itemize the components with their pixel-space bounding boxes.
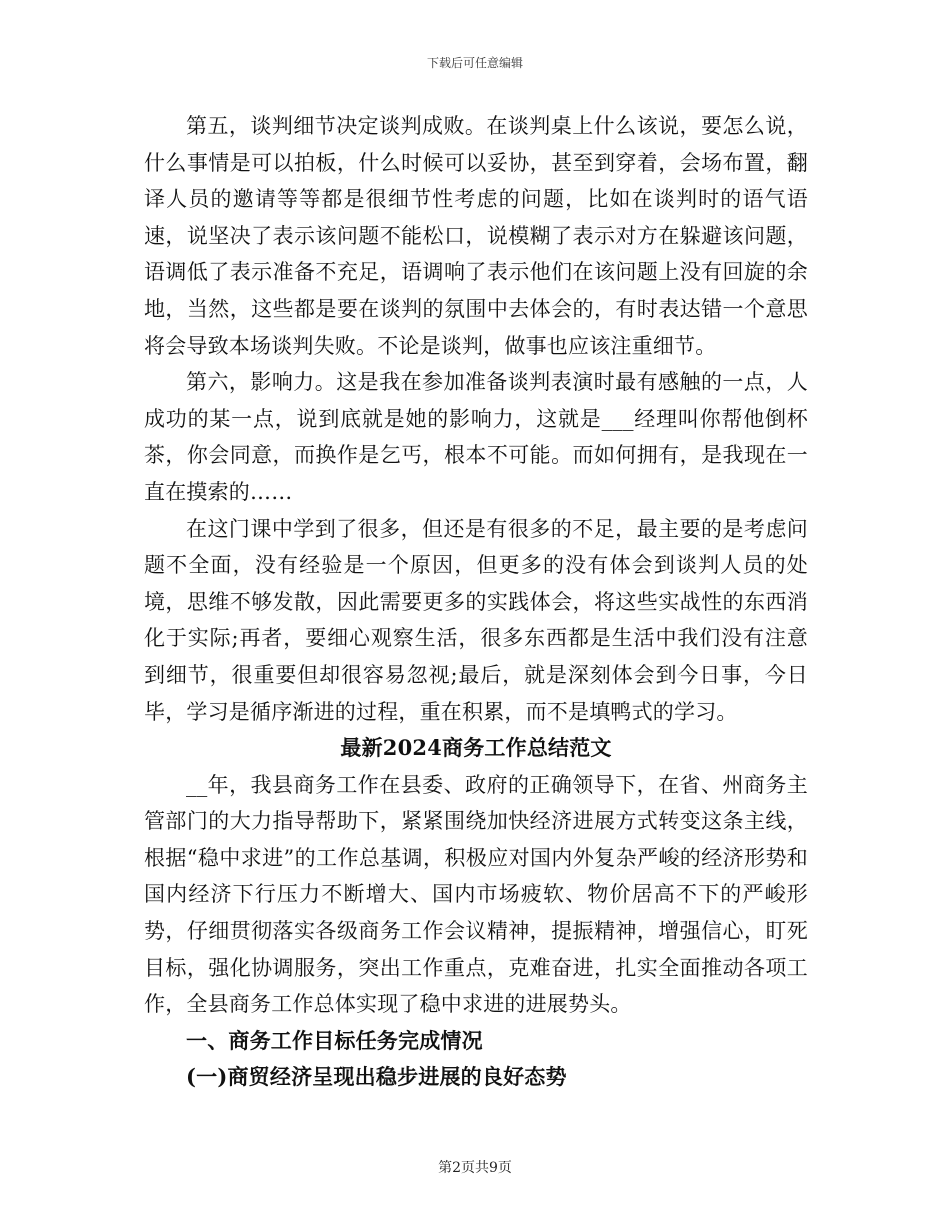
paragraph-summary: 在这门课中学到了很多，但还是有很多的不足，最主要的是考虑问题不全面，没有经验是一个原因，但更多的没有体会到谈判人员的处境，思维不够发散，因此需要更多的实践体会，将这些实战性的东西消化于实际;再者，要细心观察生活，很多东西都是生活中我们没有注意到细节，很重要但却很容易忽视;最后，就是深刻体会到今日事，今日毕，学习是循序渐进的过程，重在积累，而不是填鸭式的学习。 bbox=[144, 516, 808, 724]
heading-level-1: 一、商务工作目标任务完成情况 bbox=[186, 1027, 483, 1053]
heading-level-2: (一)商贸经济呈现出稳步进展的良好态势 bbox=[186, 1064, 567, 1090]
page-footer: 第2页共9页 bbox=[438, 1160, 512, 1176]
section-title: 最新2024商务工作总结范文 bbox=[340, 735, 612, 761]
paragraph-fifth: 第五，谈判细节决定谈判成败。在谈判桌上什么该说，要怎么说，什么事情是可以拍板，什么时候可以妥协，甚至到穿着，会场布置，翻译人员的邀请等等都是很细节性考虑的问题，比如在谈判时的语气语速，说坚决了表示该问题不能松口，说模糊了表示对方在躲避该问题，语调低了表示准备不充足，语调响了表示他们在该问题上没有回旋的余地，当然，这些都是要在谈判的氛围中去体会的，有时表达错一个意思将会导致本场谈判失败。不论是谈判，做事也应该注重细节。 bbox=[144, 114, 808, 358]
paragraph-intro: __年，我县商务工作在县委、政府的正确领导下，在省、州商务主管部门的大力指导帮助下，紧紧围绕加快经济进展方式转变这条主线，根据“稳中求进”的工作总基调，积极应对国内外复杂严峻的经济形势和国内经济下行压力不断增大、国内市场疲软、物价居高不下的严峻形势，仔细贯彻落实各级商务工作会议精神，提振精神，增强信心，盯死目标，强化协调服务，突出工作重点，克难奋进，扎实全面推动各项工作，全县商务工作总体实现了稳中求进的进展势头。 bbox=[144, 772, 808, 1017]
page-header: 下载后可任意编辑 bbox=[426, 56, 523, 70]
paragraph-sixth: 第六，影响力。这是我在参加准备谈判表演时最有感触的一点，人成功的某一点，说到底就是她的影响力，这就是___经理叫你帮他倒杯茶，你会同意，而换作是乞丐，根本不可能。而如何拥有，是我现在一直在摸索的…… bbox=[144, 370, 808, 504]
document-body bbox=[144, 108, 808, 1096]
